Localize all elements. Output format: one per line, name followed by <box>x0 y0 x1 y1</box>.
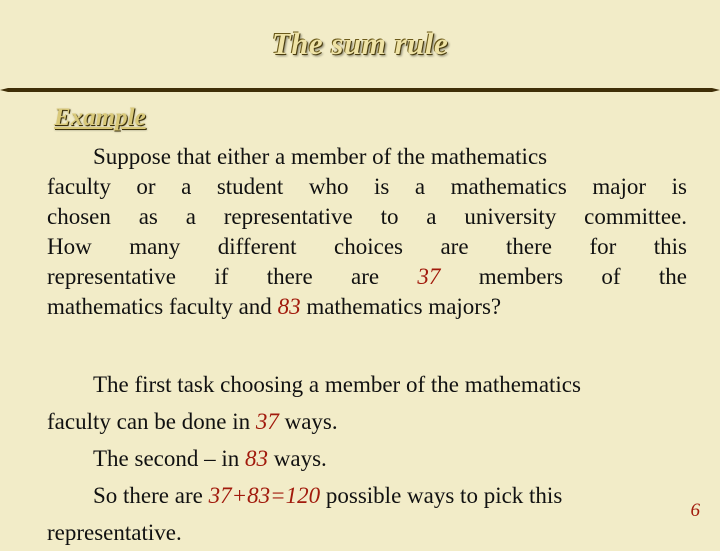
word: for <box>589 234 617 259</box>
solution-line-1 <box>47 366 687 403</box>
problem-line-5 <box>47 262 687 292</box>
word: are <box>440 234 469 259</box>
solution-text: representative. <box>47 520 182 545</box>
word: a <box>414 174 426 199</box>
word: or <box>136 174 156 199</box>
solution-text: ways. <box>268 446 327 471</box>
word: chosen <box>47 204 111 229</box>
solution-paragraph <box>47 366 687 551</box>
word: the <box>658 264 687 289</box>
problem-line-2 <box>47 172 687 202</box>
word: different <box>217 234 297 259</box>
word: if <box>214 264 229 289</box>
word: faculty <box>47 174 111 199</box>
word: a <box>181 174 192 199</box>
problem-line-1 <box>47 142 687 172</box>
solution-text: faculty can be done in <box>47 409 256 434</box>
solution-line-2 <box>47 403 687 440</box>
solution-text: ways. <box>278 409 338 434</box>
second-task-count: 83 <box>245 446 269 471</box>
first-task-count: 37 <box>255 409 279 434</box>
word: representative <box>47 264 176 289</box>
problem-line-3 <box>47 202 687 232</box>
word: to <box>380 204 399 229</box>
word: is <box>373 174 390 199</box>
slide-title: The sum rule <box>271 26 449 61</box>
word: there <box>506 234 552 259</box>
word: there <box>266 264 313 289</box>
problem-text: Suppose that either a member of the mathematics <box>93 144 548 169</box>
word: many <box>129 234 181 259</box>
word: a <box>185 204 196 229</box>
word: representative <box>223 204 353 229</box>
solution-text: The first task choosing a member of the mathematics <box>93 372 581 397</box>
sum-expression: 37+83=120 <box>208 483 321 508</box>
solution-text: The second – in <box>93 446 246 471</box>
word: is <box>671 174 687 199</box>
solution-line-3 <box>47 440 687 477</box>
problem-text: mathematics faculty and <box>47 294 278 319</box>
word: members <box>478 264 564 289</box>
solution-line-5 <box>47 514 687 551</box>
word: How <box>47 234 92 259</box>
page-number: 6 <box>690 500 700 521</box>
word: of <box>601 264 621 289</box>
word: choices <box>334 234 403 259</box>
word: university <box>464 204 557 229</box>
divider-line <box>0 88 720 92</box>
word: committee. <box>584 204 687 229</box>
title-divider <box>0 88 720 92</box>
word: are <box>351 264 380 289</box>
word: who <box>308 174 349 199</box>
solution-text: possible ways to pick this <box>320 483 563 508</box>
word: student <box>216 174 284 199</box>
members-count: 37 <box>417 264 441 289</box>
word: as <box>138 204 158 229</box>
example-label: Example <box>54 104 146 131</box>
problem-text: mathematics majors? <box>300 294 502 319</box>
word: mathematics <box>450 174 567 199</box>
problem-line-4 <box>47 232 687 262</box>
solution-text: So there are <box>93 483 209 508</box>
problem-paragraph <box>47 142 687 322</box>
solution-line-4 <box>47 477 687 514</box>
word: a <box>426 204 437 229</box>
word: this <box>653 234 687 259</box>
problem-line-6 <box>47 292 687 322</box>
majors-count: 83 <box>277 294 301 319</box>
word: major <box>592 174 647 199</box>
